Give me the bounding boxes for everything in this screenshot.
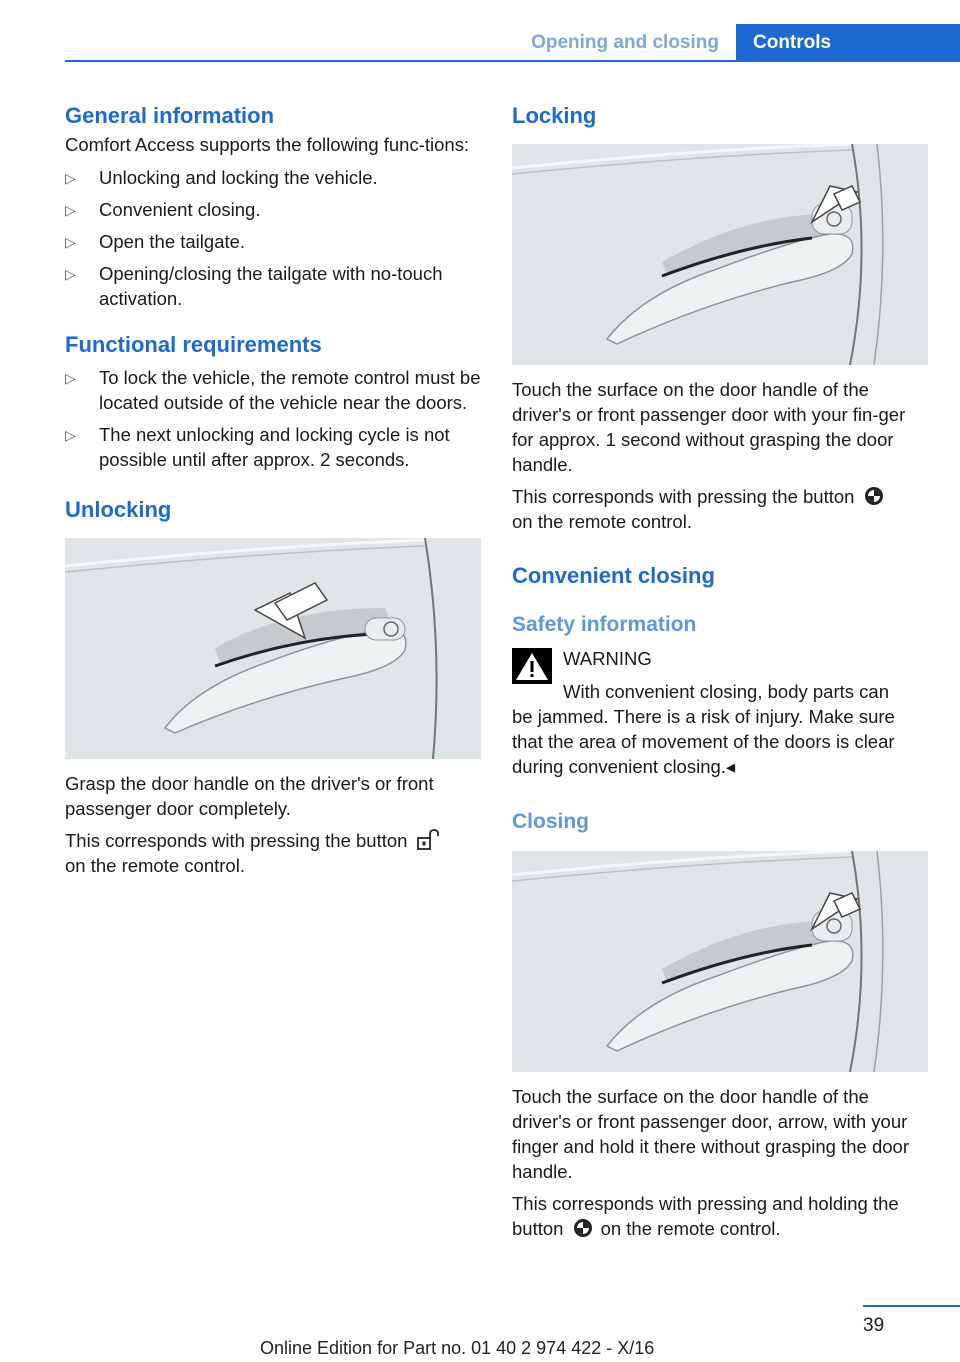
functional-list (65, 365, 481, 472)
list-item: ▷ The next unlocking and locking cycle is not possible until after approx. 2 seconds. (65, 424, 450, 470)
closing-door-handle-image (512, 851, 928, 1072)
locking-door-handle-image (512, 144, 928, 365)
closing-button-note: This corresponds with pressing and holding the button on the remote control. (512, 1193, 899, 1239)
left-column (65, 100, 481, 878)
list-item: ▷ Unlocking and locking the vehicle. (65, 165, 481, 190)
unlocking-door-handle-image (65, 538, 481, 759)
closing-instruction: Touch the surface on the door handle of the driver's or front passenger door, arrow, with your finger and hold it there without grasping the door handle. (512, 1086, 909, 1182)
unlocking-instruction: Grasp the door handle on the driver's or front passenger door completely. (65, 773, 434, 819)
unlocking-button-note: This corresponds with pressing the button on the remote control. (65, 828, 481, 878)
warning-text: With convenient closing, body parts can be jammed. There is a risk of injury. Make sure that the area of movement of the doors is clear during convenient closing.◂ (512, 681, 895, 777)
edition-note: Online Edition for Part no. 01 40 2 974 422 - X/16 (260, 1338, 655, 1358)
general-intro: Comfort Access supports the following func‐tions: (65, 134, 470, 155)
bmw-logo-icon (571, 1217, 595, 1239)
triangle-right-icon: ▷ (65, 370, 76, 386)
warning-label: WARNING (563, 648, 652, 669)
footer-rule (863, 1305, 960, 1307)
triangle-right-icon: ▷ (65, 170, 76, 186)
unlocking-heading: Unlocking (65, 497, 172, 522)
functional-requirements-heading: Functional requirements (65, 332, 322, 357)
triangle-right-icon: ▷ (65, 234, 76, 250)
list-item: ▷ To lock the vehicle, the remote control must be located outside of the vehicle near the doors. (65, 367, 481, 413)
warning-block (512, 646, 928, 779)
safety-information-heading: Safety information (512, 613, 697, 636)
general-list (65, 165, 481, 311)
triangle-right-icon: ▷ (65, 202, 76, 218)
unlock-icon (415, 829, 439, 851)
triangle-right-icon: ▷ (65, 427, 76, 443)
triangle-right-icon: ▷ (65, 266, 76, 282)
bmw-logo-icon (862, 485, 886, 507)
locking-instruction: Touch the surface on the door handle of the driver's or front passenger door with your fin‐ger for approx. 1 second without grasping the door handle. (512, 379, 906, 475)
list-item: ▷ Open the tailgate. (65, 229, 481, 254)
header-section-title: Opening and closing (531, 32, 719, 53)
general-information-heading: General information (65, 103, 275, 128)
header-rule (65, 60, 960, 62)
page-number: 39 (863, 1315, 885, 1336)
header-chapter-tab: Controls (736, 24, 960, 62)
warning-triangle-icon (512, 648, 552, 684)
right-column (512, 100, 928, 1241)
convenient-closing-heading: Convenient closing (512, 563, 715, 588)
list-item: ▷ Opening/closing the tailgate with no-touch activation. (65, 263, 443, 309)
list-item: ▷ Convenient closing. (65, 197, 481, 222)
closing-heading: Closing (512, 810, 589, 833)
locking-button-note: This corresponds with pressing the button on the remote control. (512, 484, 928, 534)
locking-heading: Locking (512, 103, 597, 128)
